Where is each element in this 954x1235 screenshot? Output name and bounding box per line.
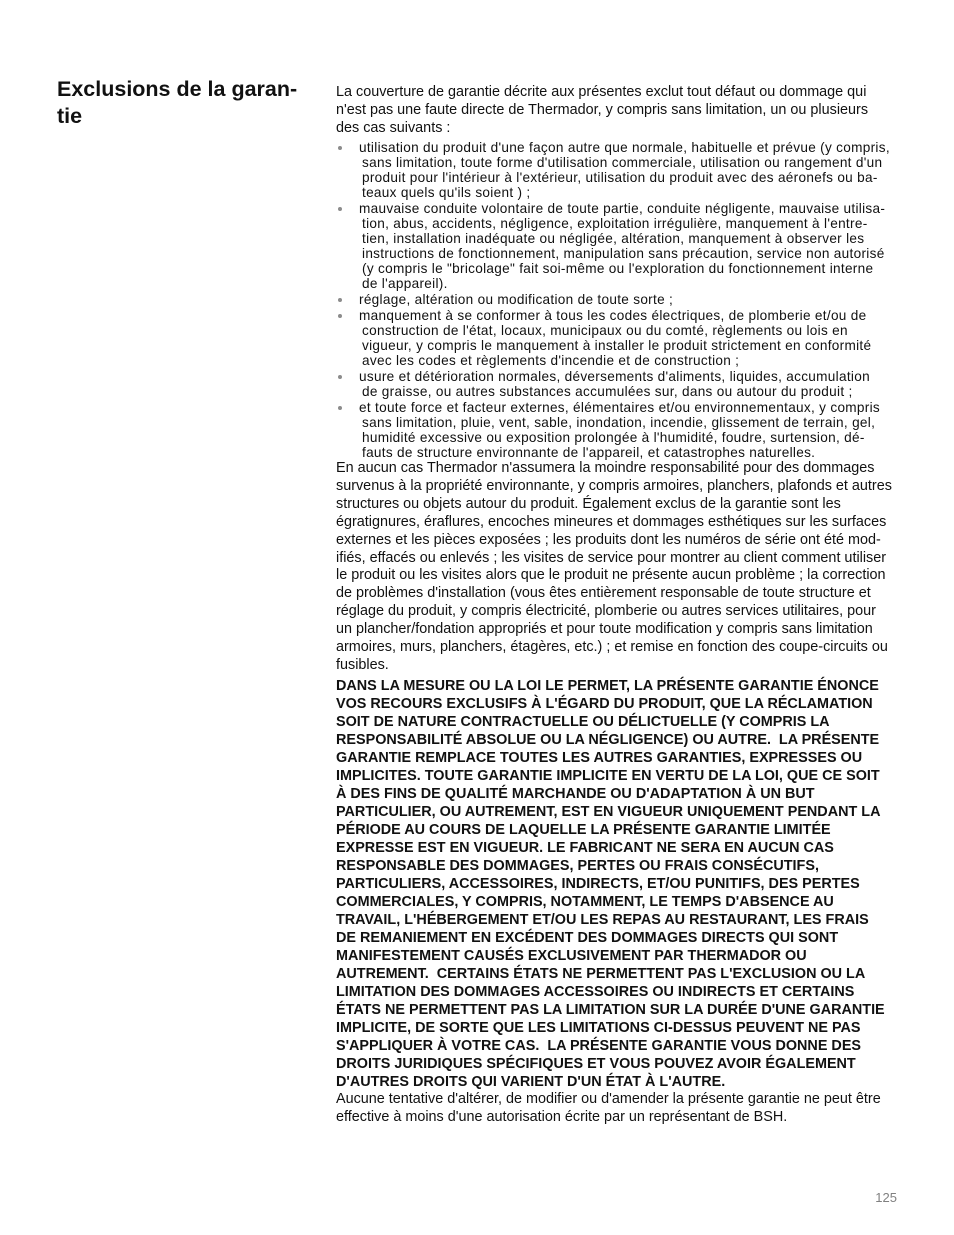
- list-item-text: manquement à se conformer à tous les codes électriques, de plomberie et/ou de construction de l'état, locaux, municipaux ou du comté, règlements ou lois en vigueur, y compris le manquement à installer le produit strictement en conformité avec les codes et règlements d'incendie et de construction ;: [359, 308, 872, 368]
- section-heading: Exclusions de la garan- tie: [57, 77, 298, 128]
- bullet-icon: [338, 406, 342, 410]
- list-item: [336, 369, 916, 399]
- list-item-text: réglage, altération ou modification de toute sorte ;: [359, 292, 674, 307]
- list-item: [336, 140, 916, 200]
- page-number: 125: [875, 1190, 897, 1205]
- exclusions-list: [336, 140, 916, 460]
- intro-paragraph: La couverture de garantie décrite aux présentes exclut tout défaut ou dommage qui n'est pas une faute directe de Thermador, y compris sans limitation, un ou plusieurs des cas suivants :: [336, 84, 869, 136]
- bullet-icon: [338, 207, 342, 211]
- list-item: [336, 292, 916, 307]
- list-item: [336, 400, 916, 460]
- bullet-icon: [338, 298, 342, 302]
- body-column: [336, 83, 916, 1126]
- list-item-text: utilisation du produit d'une façon autre que normale, habituelle et prévue (y compris, sans limitation, toute forme d'utilisation commerciale, utilisation ou rangement d'un produit pour l'intérieur à l'extérieur, utilisation du produit avec des aéronefs ou ba- teaux quels qu'ils soient ) ;: [359, 140, 890, 200]
- liability-paragraph: En aucun cas Thermador n'assumera la moindre responsabilité pour des dommages survenus à la propriété environnante, y compris armoires, planchers, plafonds et autres structures ou objets autour du produit. Également exclus de la garantie sont les égratignures, éraflures, encoches mineures et dommages esthétiques sur les surfaces externes et les pièces exposées ; les produits dont les numéros de série ont été mod- ifiés, effacés ou enlevés ; les visites de service pour montrer au client comment utiliser le produit ou les visites alors que le produit ne présente aucun problème ; la correction de problèmes d'installation (vous êtes entièrement responsable de toute structure et réglage du produit, y compris électricité, plomberie ou autres services utilitaires, pour un plancher/fondation appropriés et pour toute modification y compris sans limitation armoires, murs, planchers, étagères, etc.) ; et remise en fonction des coupe-circuits ou fusibles.: [336, 460, 892, 673]
- list-item: [336, 201, 916, 291]
- list-item: [336, 308, 916, 368]
- disclaimer-paragraph: DANS LA MESURE OU LA LOI LE PERMET, LA PRÉSENTE GARANTIE ÉNONCE VOS RECOURS EXCLUSIFS À L'ÉGARD DU PRODUIT, QUE LA RÉCLAMATION SOIT DE NATURE CONTRACTUELLE OU DÉLICTUELLE (Y COMPRIS LA RESPONSABILITÉ ABSOLUE OU LA NÉGLIGENCE) OU AUTRE. LA PRÉSENTE GARANTIE REMPLACE TOUTES LES AUTRES GARANTIES, EXPRESSES OU IMPLICITES. TOUTE GARANTIE IMPLICITE EN VERTU DE LA LOI, QUE CE SOIT À DES FINS DE QUALITÉ MARCHANDE OU D'ADAPTATION À UN BUT PARTICULIER, OU AUTREMENT, EST EN VIGUEUR UNIQUEMENT PENDANT LA PÉRIODE AU COURS DE LAQUELLE LA PRÉSENTE GARANTIE LIMITÉE EXPRESSE EST EN VIGUEUR. LE FABRICANT NE SERA EN AUCUN CAS RESPONSABLE DES DOMMAGES, PERTES OU FRAIS CONSÉCUTIFS, PARTICULIERS, ACCESSOIRES, INDIRECTS, ET/OU PUNITIFS, DES PERTES COMMERCIALES, Y COMPRIS, NOTAMMENT, LE TEMPS D'ABSENCE AU TRAVAIL, L'HÉBERGEMENT ET/OU LES REPAS AU RESTAURANT, LES FRAIS DE REMANIEMENT EN EXCÉDENT DES DOMMAGES DIRECTS QUI SONT MANIFESTEMENT CAUSÉS EXCLUSIVEMENT PAR THERMADOR OU AUTREMENT. CERTAINS ÉTATS NE PERMETTENT PAS L'EXCLUSION OU LA LIMITATION DES DOMMAGES ACCESSOIRES OU INDIRECTS ET CERTAINS ÉTATS NE PERMETTENT PAS LA LIMITATION SUR LA DURÉE D'UNE GARANTIE IMPLICITE, DE SORTE QUE LES LIMITATIONS CI-DESSUS PEUVENT NE PAS S'APPLIQUER À VOTRE CAS. LA PRÉSENTE GARANTIE VOUS DONNE DES DROITS JURIDIQUES SPÉCIFIQUES ET VOUS POUVEZ AVOIR ÉGALEMENT D'AUTRES DROITS QUI VARIENT D'UN ÉTAT À L'AUTRE.: [336, 677, 885, 1090]
- list-item-text: usure et détérioration normales, déversements d'aliments, liquides, accumulation de graisse, ou autres substances accumulées sur, dans ou autour du produit ;: [359, 369, 870, 399]
- list-item-text: et toute force et facteur externes, élémentaires et/ou environnementaux, y compris sans limitation, pluie, vent, sable, inondation, incendie, glissement de terrain, gel, humidité excessive ou exposition prolongée à l'humidité, foudre, surtension, dé- fauts de structure environnante de l'appareil, et catastrophes naturelles.: [359, 400, 881, 460]
- bullet-icon: [338, 314, 342, 318]
- bullet-icon: [338, 375, 342, 379]
- amendment-paragraph: Aucune tentative d'altérer, de modifier ou d'amender la présente garantie ne peut être effective à moins d'une autorisation écrite par un représentant de BSH.: [336, 1090, 881, 1125]
- bullet-icon: [338, 146, 342, 150]
- list-item-text: mauvaise conduite volontaire de toute partie, conduite négligente, mauvaise utilisa- tion, abus, accidents, négligence, exploitation irrégulière, manquement à l'entre- tien, installation inadéquate ou négligée, altération, manquement à observer les instructions de fonctionnement, manipulation sans précaution, service non autorisé (y compris le "bricolage" fait soi-même ou l'exploration du fonctionnement interne de l'appareil).: [359, 201, 886, 291]
